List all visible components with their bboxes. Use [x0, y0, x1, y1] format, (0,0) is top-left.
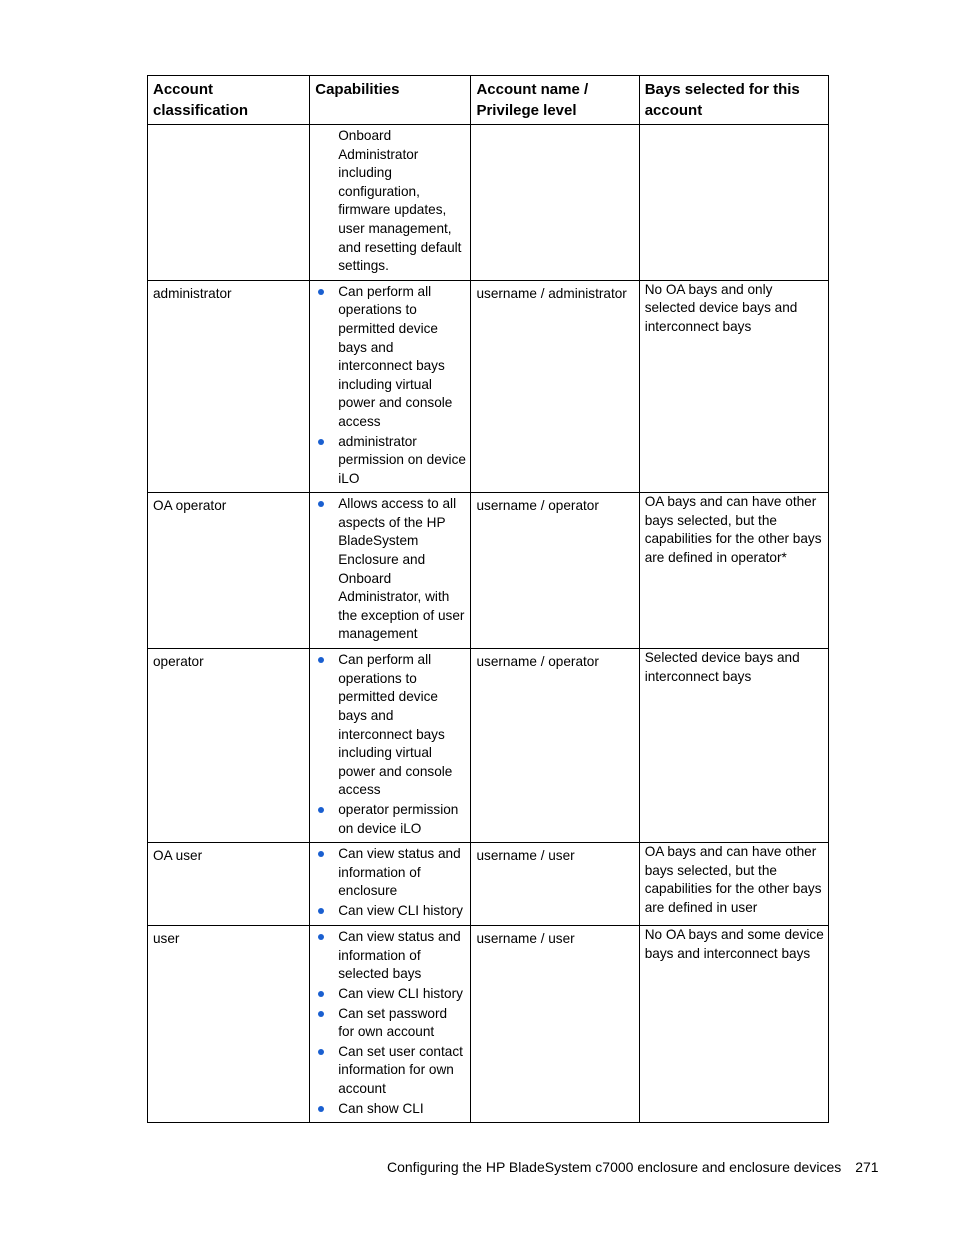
bullet-icon	[318, 991, 324, 997]
capability-item	[315, 902, 466, 921]
capabilities-list	[315, 127, 466, 276]
capability-text: Can view CLI history	[338, 903, 463, 919]
capability-text: Can view status and information of selected bays	[338, 929, 461, 982]
bullet-icon	[318, 289, 324, 295]
table-row	[148, 843, 829, 926]
cell-capabilities	[310, 843, 471, 926]
footer-text: Configuring the HP BladeSystem c7000 enclosure and enclosure devices	[387, 1159, 842, 1175]
page-footer	[387, 1158, 879, 1176]
header-bays-selected: Bays selected for this account	[639, 76, 828, 125]
header-account-name: Account name / Privilege level	[471, 76, 639, 125]
page-number: 271	[855, 1159, 879, 1175]
cell-bays: No OA bays and some device bays and interconnect bays	[639, 926, 828, 1123]
cell-capabilities	[310, 125, 471, 281]
capability-text: Onboard Administrator including configuration, firmware updates, user management, and resetting default settings.	[338, 128, 462, 274]
bullet-icon	[318, 657, 324, 663]
capability-item	[315, 127, 466, 276]
capability-text: administrator permission on device iLO	[338, 433, 466, 486]
cell-capabilities	[310, 926, 471, 1123]
capability-item	[315, 985, 466, 1004]
bullet-icon	[318, 851, 324, 857]
capability-text: Can perform all operations to permitted device bays and interconnect bays including virtual power and console access	[338, 652, 453, 798]
capability-text: Can view status and information of enclosure	[338, 846, 461, 899]
capability-text: Can show CLI	[338, 1100, 424, 1116]
capability-item	[315, 283, 466, 432]
table-row	[148, 125, 829, 281]
capability-text: Allows access to all aspects of the HP BladeSystem Enclosure and Onboard Administrator, with the exception of user management	[338, 496, 465, 642]
capability-item	[315, 928, 466, 984]
cell-capabilities	[310, 649, 471, 843]
cell-account-name: username / administrator	[471, 280, 639, 493]
table-row	[148, 280, 829, 493]
bullet-icon	[318, 1011, 324, 1017]
cell-account-name: username / operator	[471, 649, 639, 843]
capabilities-list	[315, 651, 466, 838]
cell-classification: administrator	[148, 280, 310, 493]
cell-classification: OA user	[148, 843, 310, 926]
cell-account-name	[471, 125, 639, 281]
header-capabilities: Capabilities	[310, 76, 471, 125]
capability-text: Can view CLI history	[338, 986, 463, 1002]
capability-item	[315, 845, 466, 901]
account-privileges-table	[147, 75, 829, 1123]
header-account-classification: Account classification	[148, 76, 310, 125]
capabilities-list	[315, 845, 466, 920]
capability-text: Can set password for own account	[338, 1005, 448, 1040]
cell-account-name: username / operator	[471, 493, 639, 649]
capability-text: Can set user contact information for own account	[338, 1043, 463, 1097]
table-row	[148, 926, 829, 1123]
capability-item	[315, 1100, 466, 1119]
cell-bays: No OA bays and only selected device bays and interconnect bays	[639, 280, 828, 493]
cell-capabilities	[310, 280, 471, 493]
cell-classification	[148, 125, 310, 281]
capabilities-list	[315, 283, 466, 489]
capabilities-list	[315, 928, 466, 1118]
cell-bays: OA bays and can have other bays selected, but the capabilities for the other bays are defined in user	[639, 843, 828, 926]
cell-classification: operator	[148, 649, 310, 843]
table-header-row	[148, 76, 829, 125]
capability-item	[315, 651, 466, 800]
bullet-icon	[318, 908, 324, 914]
cell-capabilities	[310, 493, 471, 649]
capability-text: operator permission on device iLO	[338, 802, 459, 836]
cell-classification: OA operator	[148, 493, 310, 649]
capability-item	[315, 1005, 466, 1042]
cell-bays: Selected device bays and interconnect bays	[639, 649, 828, 843]
cell-bays	[639, 125, 828, 281]
cell-bays: OA bays and can have other bays selected, but the capabilities for the other bays are defined in operator*	[639, 493, 828, 649]
capability-item	[315, 433, 466, 489]
cell-classification: user	[148, 926, 310, 1123]
bullet-icon	[318, 807, 324, 813]
capability-item	[315, 1043, 466, 1099]
capability-item	[315, 801, 466, 838]
bullet-icon	[318, 501, 324, 507]
bullet-icon	[318, 934, 324, 940]
bullet-icon	[318, 439, 324, 445]
table-row	[148, 493, 829, 649]
table-row	[148, 649, 829, 843]
capability-text: Can perform all operations to permitted device bays and interconnect bays including virtual power and console access	[338, 283, 453, 429]
cell-account-name: username / user	[471, 843, 639, 926]
bullet-icon	[318, 1106, 324, 1112]
bullet-icon	[318, 1049, 324, 1055]
cell-account-name: username / user	[471, 926, 639, 1123]
capabilities-list	[315, 495, 466, 644]
capability-item	[315, 495, 466, 644]
